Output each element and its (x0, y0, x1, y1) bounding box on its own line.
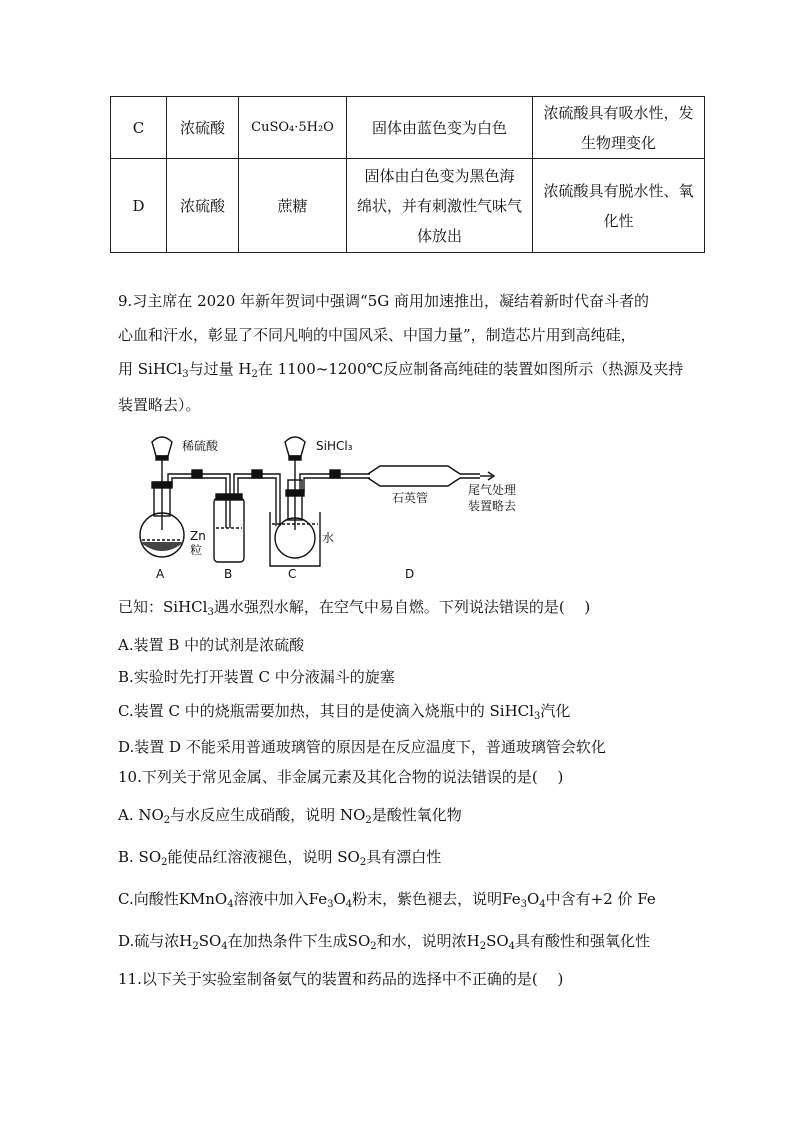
text: C.向酸性KMnO (118, 890, 228, 908)
q9-option-c (118, 696, 718, 732)
substance-cell: 蔗糖 (239, 159, 347, 253)
text: C.装置 C 中的烧瓶需要加热，其目的是使滴入烧瓶中的 SiHCl (118, 702, 534, 720)
text: 用 SiHCl (118, 360, 183, 378)
subscript: 2 (163, 815, 171, 826)
text: 能使品红溶液褪色，说明 SO (167, 848, 360, 866)
q10-option-a (118, 800, 718, 836)
label-d: D (405, 567, 415, 581)
subscript: 3 (327, 899, 334, 910)
conclusion-cell (533, 97, 705, 159)
text: O (526, 890, 540, 908)
text: 粉末，紫色褪去，说明Fe (352, 890, 521, 908)
beaker-c (270, 437, 370, 566)
text: 具有酸性和强氧化性 (515, 932, 651, 950)
conclusion-line: 化性 (603, 211, 634, 230)
text: 在 1100~1200℃反应制备高纯硅的装置如图所示（热源及夹持 (257, 360, 684, 378)
substance-cell: CuSO₄·5H₂O (239, 97, 347, 159)
text: 与过量 H (188, 360, 252, 378)
text: 和水，说明浓H (376, 932, 480, 950)
text: A. NO (118, 806, 164, 824)
phenomenon-cell (347, 159, 533, 253)
reagent-cell: 浓硫酸 (167, 159, 239, 253)
text: SO (486, 932, 509, 950)
apparatus-diagram (130, 430, 550, 585)
label-zn: 粒 (190, 543, 203, 557)
text: B. SO (118, 848, 162, 866)
phenomenon-line: 体放出 (416, 226, 462, 245)
q9-line: 心血和汗水，彰显了不同凡响的中国风采、中国力量”，制造芯片用到高纯硅， (118, 326, 636, 344)
text: 汽化 (540, 702, 571, 720)
q9-line: 9.习主席在 2020 年新年贺词中强调“5G 商用加速推出，凝结着新时代奋斗者的 (118, 292, 649, 310)
answer-table (110, 96, 705, 253)
flask-a (140, 437, 184, 557)
text: 溶液中加入Fe (233, 890, 328, 908)
q11-stem: 11.以下关于实验室制备氨气的装置和药品的选择中不正确的是( ) (118, 970, 564, 988)
subscript: 2 (365, 815, 372, 826)
text: 已知：SiHCl (118, 598, 208, 616)
q10-option-c (118, 884, 718, 920)
label-c: C (288, 567, 297, 581)
subscript: 3 (520, 899, 527, 910)
subscript: 4 (221, 941, 228, 952)
reagent-cell: 浓硫酸 (167, 97, 239, 159)
text: D.硫与浓H (118, 932, 193, 950)
subscript: 4 (539, 899, 546, 910)
label-water: 水 (322, 531, 335, 545)
table-row (111, 159, 705, 253)
q9-option-d: D.装置 D 不能采用普通玻璃管的原因是在反应温度下，普通玻璃管会软化 (118, 738, 606, 756)
subscript: 3 (182, 369, 189, 380)
phenomenon-line: 绵状，并有刺激性气味气 (356, 196, 522, 215)
text: 与水反应生成硝酸，说明 NO (170, 806, 366, 824)
text: SO (198, 932, 222, 950)
q9-line (118, 352, 698, 392)
text: 在加热条件下生成SO (227, 932, 371, 950)
text: O (333, 890, 346, 908)
table-row (111, 97, 705, 159)
label-tail-1: 尾气处理 (468, 483, 517, 497)
subscript: 3 (207, 607, 214, 618)
q9-option-b: B.实验时先打开装置 C 中分液漏斗的旋塞 (118, 668, 395, 686)
subscript: 4 (227, 899, 234, 910)
conclusion-line: 浓硫酸具有脱水性、氧 (543, 181, 694, 200)
subscript: 2 (161, 857, 168, 868)
q9-known (118, 592, 718, 628)
row-label: D (111, 159, 167, 253)
subscript: 3 (533, 711, 541, 722)
q10-option-b (118, 842, 718, 878)
label-sihcl3: SiHCl₃ (316, 439, 353, 453)
subscript: 4 (345, 899, 353, 910)
conclusion-cell (533, 159, 705, 253)
q9-line: 装置略去）。 (118, 396, 201, 414)
subscript: 2 (192, 941, 199, 952)
label-zn: Zn (190, 529, 206, 543)
subscript: 2 (479, 941, 487, 952)
row-label: C (111, 97, 167, 159)
q10-stem: 10.下列关于常见金属、非金属元素及其化合物的说法错误的是( ) (118, 768, 564, 786)
subscript: 2 (251, 369, 258, 380)
phenomenon-line: 固体由白色变为黑色海 (364, 166, 515, 185)
text: 中含有+2 价 Fe (545, 890, 656, 908)
phenomenon-cell: 固体由蓝色变为白色 (347, 97, 533, 159)
label-acid: 稀硫酸 (182, 439, 219, 453)
text: 是酸性氧化物 (371, 806, 462, 824)
label-b: B (224, 567, 233, 581)
q10-option-d (118, 926, 718, 962)
conclusion-line: 生物理变化 (580, 133, 656, 152)
subscript: 4 (508, 941, 516, 952)
conclusion-line: 浓硫酸具有吸水性，发 (543, 103, 694, 122)
q9-option-a: A.装置 B 中的试剂是浓硫酸 (118, 636, 305, 654)
label-quartz: 石英管 (392, 491, 429, 505)
text: 具有漂白性 (366, 848, 442, 866)
text: 遇水强烈水解，在空气中易自燃。下列说法错误的是( ) (213, 598, 591, 616)
label-tail-2: 装置略去 (468, 499, 517, 513)
subscript: 2 (370, 941, 377, 952)
subscript: 2 (359, 857, 367, 868)
label-a: A (156, 567, 165, 581)
